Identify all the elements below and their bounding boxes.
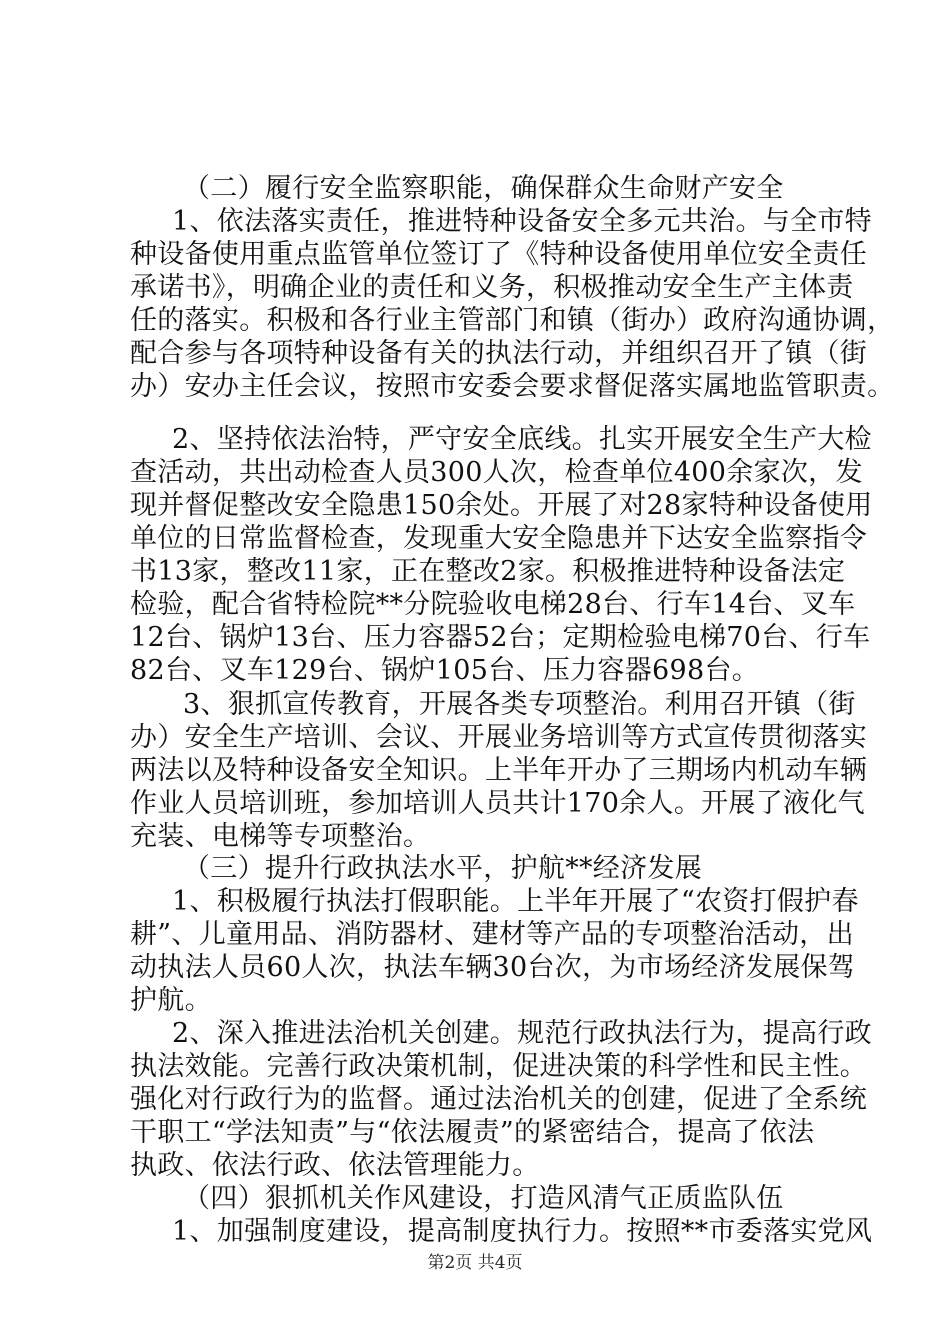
paragraph-line: 检验，配合省特检院**分院验收电梯28台、行车14台、叉车 — [130, 589, 856, 620]
paragraph-line: 12台、锅炉13台、压力容器52台；定期检验电梯70台、行车 — [130, 622, 871, 653]
paragraph-line: 任的落实。积极和各行业主管部门和镇（街办）政府沟通协调， — [130, 305, 895, 336]
paragraph-line: 执法效能。完善行政决策机制，促进决策的科学性和民主性。 — [130, 1051, 868, 1082]
paragraph-line: 1、依法落实责任，推进特种设备安全多元共治。与全市特 — [172, 206, 872, 237]
paragraph-line: 书13家，整改11家，正在整改2家。积极推进特种设备法定 — [130, 556, 846, 587]
heading-section-4: （四）狠抓机关作风建设，打造风清气正质监队伍 — [183, 1183, 784, 1214]
paragraph-line: 执政、依法行政、依法管理能力。 — [130, 1150, 540, 1181]
paragraph-line: 承诺书》，明确企业的责任和义务，积极推动安全生产主体责 — [130, 272, 854, 303]
paragraph-line: 单位的日常监督检查，发现重大安全隐患并下达安全监察指令 — [130, 523, 868, 554]
paragraph-line: 82台、叉车129台、锅炉105台、压力容器698台。 — [130, 655, 760, 686]
paragraph-line: 护航。 — [130, 985, 212, 1016]
paragraph-line: 干职工“学法知责”与“依法履责”的紧密结合，提高了依法 — [130, 1117, 815, 1148]
paragraph-line: 2、深入推进法治机关创建。规范行政执法行为，提高行政 — [172, 1018, 872, 1049]
paragraph-line: 2、坚持依法治特，严守安全底线。扎实开展安全生产大检 — [172, 424, 872, 455]
paragraph-line: 两法以及特种设备安全知识。上半年开办了三期场内机动车辆 — [130, 755, 868, 786]
paragraph-line: 作业人员培训班，参加培训人员共计170余人。开展了液化气 — [130, 788, 865, 819]
paragraph-line: 查活动，共出动检查人员300人次，检查单位400余家次，发 — [130, 457, 863, 488]
paragraph-line: 充装、电梯等专项整治。 — [130, 821, 431, 852]
paragraph-line: 1、积极履行执法打假职能。上半年开展了“农资打假护春 — [172, 886, 859, 917]
paragraph-line: 1、加强制度建设，提高制度执行力。按照**市委落实党风 — [172, 1216, 873, 1247]
paragraph-line: 3、狠抓宣传教育，开展各类专项整治。利用召开镇（街 — [183, 689, 856, 720]
page-number-footer: 第2页 共4页 — [427, 1253, 523, 1273]
paragraph-line: 配合参与各项特种设备有关的执法行动，并组织召开了镇（街 — [130, 338, 868, 369]
paragraph-line: 种设备使用重点监管单位签订了《特种设备使用单位安全责任 — [130, 239, 868, 270]
paragraph-line: 耕”、儿童用品、消防器材、建材等产品的专项整治活动，出 — [130, 919, 854, 950]
heading-section-2: （二）履行安全监察职能，确保群众生命财产安全 — [183, 173, 784, 204]
paragraph-line: 强化对行政行为的监督。通过法治机关的创建，促进了全系统 — [130, 1084, 868, 1115]
heading-section-3: （三）提升行政执法水平，护航**经济发展 — [183, 853, 702, 884]
paragraph-line: 办）安办主任会议，按照市安委会要求督促落实属地监管职责。 — [130, 371, 895, 402]
paragraph-line: 现并督促整改安全隐患150余处。开展了对28家特种设备使用 — [130, 490, 873, 521]
paragraph-line: 动执法人员60人次，执法车辆30台次，为市场经济发展保驾 — [130, 952, 856, 983]
paragraph-line: 办）安全生产培训、会议、开展业务培训等方式宣传贯彻落实 — [130, 722, 868, 753]
